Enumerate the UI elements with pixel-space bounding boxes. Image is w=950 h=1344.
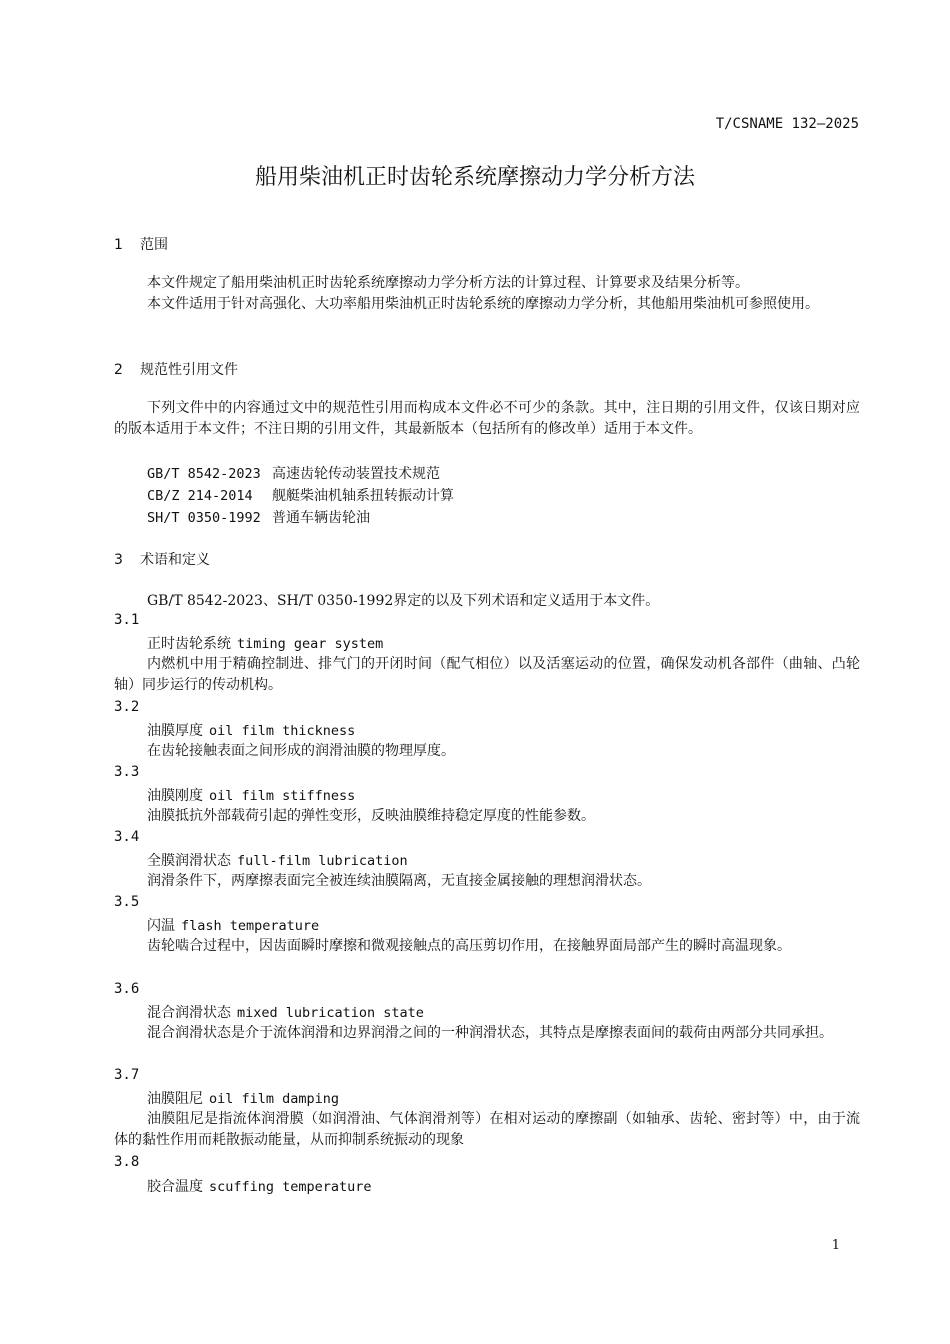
term-number: 3.7 [114,1067,140,1083]
term-definition: 混合润滑状态是介于流体润滑和边界润滑之间的一种润滑状态，其特点是摩擦表面间的载荷由两部分共同承担。 [147,1025,833,1041]
term-number: 3.8 [114,1154,140,1170]
term-definition: 齿轮啮合过程中，因齿面瞬时摩擦和微观接触点的高压剪切作用，在接触界面局部产生的瞬时高温现象。 [147,938,791,954]
section-2-heading [114,359,238,379]
term-en: oil film thickness [209,723,356,739]
term-name [147,1002,424,1022]
normative-reference [147,485,454,505]
term-name [147,633,383,653]
term-zh: 油膜厚度 [147,723,203,739]
term-zh: 油膜刚度 [147,788,203,804]
term-number: 3.1 [114,612,140,628]
term-en: scuffing temperature [209,1179,372,1195]
reference-title: 高速齿轮传动装置技术规范 [272,466,440,482]
term-number: 3.5 [114,894,140,910]
section-title: 规范性引用文件 [140,362,238,378]
section-2-paragraph-1: 下列文件中的内容通过文中的规范性引用而构成本文件必不可少的条款。其中，注日期的引用文件，仅该日期对应的版本适用于本文件；不注日期的引用文件，其最新版本（包括所有的修改单）适用于本文件。 [114,400,860,437]
term-number: 3.4 [114,829,140,845]
term-en: timing gear system [237,636,384,652]
term-number: 3.3 [114,764,140,780]
section-title: 范围 [140,237,168,253]
section-title: 术语和定义 [140,552,210,568]
reference-code: CB/Z 214-2014 [147,488,253,504]
term-zh: 混合润滑状态 [147,1005,231,1021]
section-number: 1 [114,237,123,253]
section-1-paragraph-1: 本文件规定了船用柴油机正时齿轮系统摩擦动力学分析方法的计算过程、计算要求及结果分析等。 [147,275,749,291]
term-definition: 润滑条件下，两摩擦表面完全被连续油膜隔离，无直接金属接触的理想润滑状态。 [147,873,651,889]
term-name [147,1088,339,1108]
reference-code: SH/T 0350-1992 [147,510,261,526]
term-en: flash temperature [181,918,320,934]
page-number: 1 [831,1238,840,1253]
term-zh: 闪温 [147,918,175,934]
term-definition: 在齿轮接触表面之间形成的润滑油膜的物理厚度。 [147,743,455,759]
term-number: 3.6 [114,981,140,997]
reference-title: 舰艇柴油机轴系扭转振动计算 [272,488,454,504]
term-name [147,915,319,935]
term-number: 3.2 [114,699,140,715]
term-en: mixed lubrication state [237,1005,424,1021]
section-number: 2 [114,362,123,378]
term-definition: 内燃机中用于精确控制进、排气门的开闭时间（配气相位）以及活塞运动的位置，确保发动机各部件（曲轴、凸轮轴）同步运行的传动机构。 [114,656,860,693]
term-en: oil film damping [209,1091,340,1107]
term-zh: 胶合温度 [147,1179,203,1195]
term-zh: 油膜阻尼 [147,1091,203,1107]
normative-reference [147,507,370,527]
term-zh: 正时齿轮系统 [147,636,231,652]
section-3-heading [114,549,210,569]
term-definition: 油膜抵抗外部载荷引起的弹性变形，反映油膜维持稳定厚度的性能参数。 [147,808,595,824]
term-name [147,1176,372,1196]
term-name [147,785,355,805]
term-definition: 油膜阻尼是指流体润滑膜（如润滑油、气体润滑剂等）在相对运动的摩擦副（如轴承、齿轮、密封等）中，由于流体的黏性作用而耗散振动能量，从而抑制系统振动的现象 [114,1111,860,1148]
terms-intro: GB/T 8542-2023、SH/T 0350-1992界定的以及下列术语和定义适用于本文件。 [147,593,660,609]
term-en: oil film stiffness [209,788,356,804]
section-1-paragraph-2: 本文件适用于针对高强化、大功率船用柴油机正时齿轮系统的摩擦动力学分析，其他船用柴油机可参照使用。 [147,296,819,312]
section-1-heading [114,234,168,254]
normative-reference [147,463,440,483]
standard-code: T/CSNAME 132—2025 [715,116,859,132]
document-title: 船用柴油机正时齿轮系统摩擦动力学分析方法 [254,165,695,190]
term-zh: 全膜润滑状态 [147,853,231,869]
term-name [147,720,355,740]
term-en: full-film lubrication [237,853,408,869]
term-name [147,850,408,870]
section-number: 3 [114,552,123,568]
reference-code: GB/T 8542-2023 [147,466,261,482]
reference-title: 普通车辆齿轮油 [272,510,370,526]
